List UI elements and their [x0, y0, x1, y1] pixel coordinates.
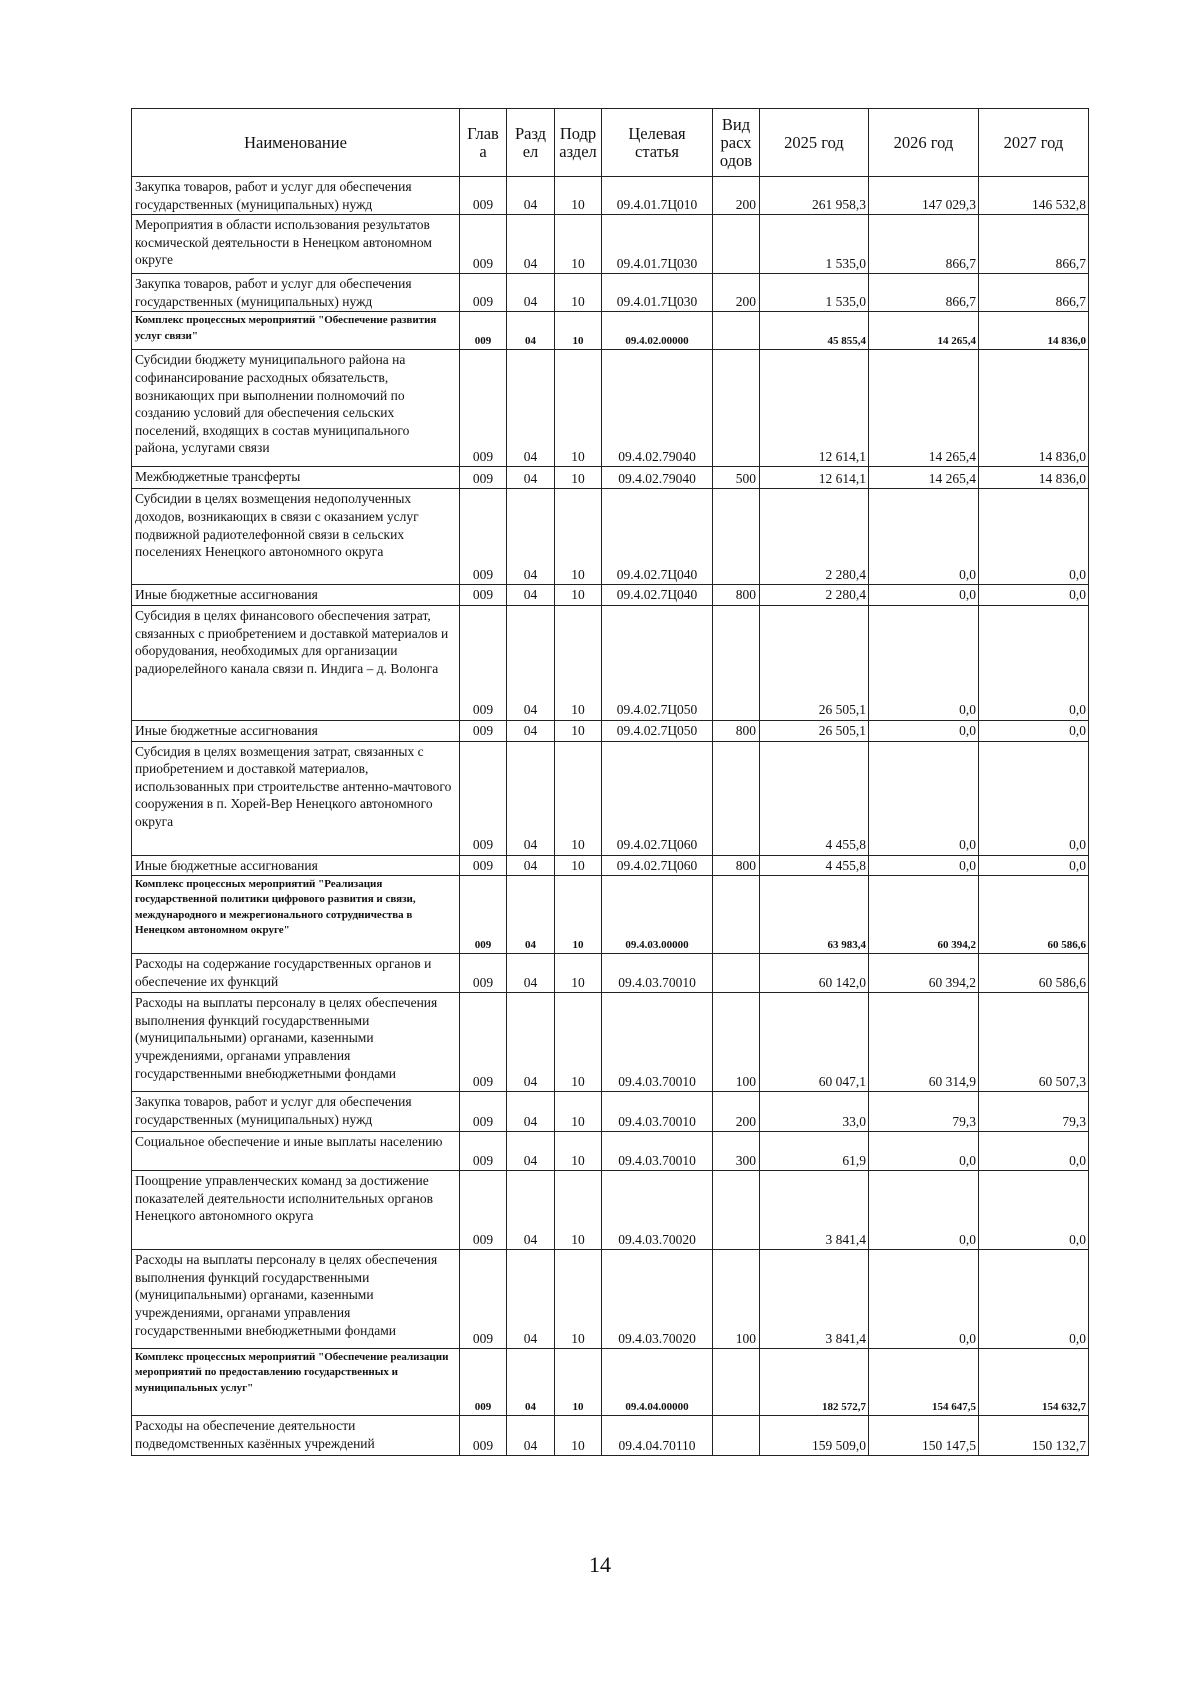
row-value-2027: 60 586,6: [979, 876, 1089, 954]
table-row: [132, 312, 1089, 350]
row-target-article: 09.4.03.00000: [602, 876, 713, 954]
row-value-2026: 0,0: [869, 1132, 979, 1171]
table-row: [132, 993, 1089, 1092]
row-glav: 009: [460, 605, 507, 720]
row-value-2025: 63 983,4: [760, 876, 869, 954]
row-podr: 10: [555, 1092, 602, 1132]
row-value-2026: 14 265,4: [869, 467, 979, 489]
page-number: 14: [589, 1552, 611, 1577]
row-name: Субсидия в целях возмещения затрат, связанных с приобретением и доставкой материалов, использованных при строительстве антенно-мачтового сооружения в п. Хорей-Вер Ненецкого автономного округа: [132, 741, 460, 855]
row-razd: 04: [507, 605, 555, 720]
row-podr: 10: [555, 954, 602, 993]
row-value-2027: 0,0: [979, 489, 1089, 585]
row-glav: 009: [460, 312, 507, 350]
row-value-2027: 14 836,0: [979, 467, 1089, 489]
row-name: Комплекс процессных мероприятий "Обеспечение развития услуг связи": [132, 312, 460, 350]
row-value-2027: 60 586,6: [979, 954, 1089, 993]
row-expense-type: 200: [713, 177, 760, 215]
row-value-2026: 150 147,5: [869, 1416, 979, 1456]
row-target-article: 09.4.03.70010: [602, 1092, 713, 1132]
row-podr: 10: [555, 585, 602, 606]
row-glav: 009: [460, 177, 507, 215]
row-target-article: 09.4.03.70010: [602, 1132, 713, 1171]
header-glav: Глав а: [460, 109, 507, 177]
row-expense-type: 200: [713, 274, 760, 312]
row-expense-type: [713, 1416, 760, 1456]
row-podr: 10: [555, 467, 602, 489]
row-value-2026: 0,0: [869, 855, 979, 876]
row-razd: 04: [507, 855, 555, 876]
row-podr: 10: [555, 1416, 602, 1456]
table-row: [132, 1132, 1089, 1171]
row-value-2026: 60 314,9: [869, 993, 979, 1092]
row-expense-type: [713, 954, 760, 993]
row-value-2025: 61,9: [760, 1132, 869, 1171]
row-target-article: 09.4.02.7Ц060: [602, 855, 713, 876]
row-razd: 04: [507, 876, 555, 954]
row-target-article: 09.4.02.7Ц060: [602, 741, 713, 855]
row-value-2027: 866,7: [979, 274, 1089, 312]
row-value-2026: 14 265,4: [869, 312, 979, 350]
row-value-2026: 60 394,2: [869, 876, 979, 954]
row-target-article: 09.4.02.7Ц040: [602, 585, 713, 606]
row-value-2027: 0,0: [979, 1250, 1089, 1349]
row-podr: 10: [555, 720, 602, 741]
row-expense-type: [713, 605, 760, 720]
row-value-2027: 0,0: [979, 605, 1089, 720]
row-value-2025: 4 455,8: [760, 855, 869, 876]
row-value-2026: 147 029,3: [869, 177, 979, 215]
row-value-2025: 3 841,4: [760, 1250, 869, 1349]
row-target-article: 09.4.01.7Ц030: [602, 215, 713, 274]
row-value-2025: 4 455,8: [760, 741, 869, 855]
row-target-article: 09.4.02.79040: [602, 350, 713, 467]
table-row: [132, 274, 1089, 312]
row-name: Субсидия в целях финансового обеспечения затрат, связанных с приобретением и доставкой материалов и оборудования, необходимых для организации радиорелейного канала связи п. Индига – д. Волонга: [132, 605, 460, 720]
row-razd: 04: [507, 274, 555, 312]
header-podr: Подр аздел: [555, 109, 602, 177]
row-razd: 04: [507, 993, 555, 1092]
row-glav: 009: [460, 489, 507, 585]
table-row: [132, 215, 1089, 274]
row-value-2025: 3 841,4: [760, 1171, 869, 1250]
row-glav: 009: [460, 1349, 507, 1416]
row-expense-type: 200: [713, 1092, 760, 1132]
row-value-2026: 866,7: [869, 215, 979, 274]
row-podr: 10: [555, 876, 602, 954]
row-podr: 10: [555, 350, 602, 467]
row-value-2027: 0,0: [979, 720, 1089, 741]
row-razd: 04: [507, 954, 555, 993]
row-target-article: 09.4.03.70020: [602, 1171, 713, 1250]
row-podr: 10: [555, 215, 602, 274]
row-target-article: 09.4.03.70020: [602, 1250, 713, 1349]
row-value-2025: 26 505,1: [760, 720, 869, 741]
header-2026: 2026 год: [869, 109, 979, 177]
table-body: [132, 177, 1089, 1456]
row-razd: 04: [507, 1132, 555, 1171]
row-razd: 04: [507, 741, 555, 855]
header-row: [132, 109, 1089, 177]
row-value-2026: 0,0: [869, 489, 979, 585]
row-expense-type: [713, 1349, 760, 1416]
header-razd: Разд ел: [507, 109, 555, 177]
row-name: Расходы на выплаты персоналу в целях обеспечения выполнения функций государственными (муниципальными) органами, казенными учреждениями, органами управления государственными внебюджетными фондами: [132, 993, 460, 1092]
row-target-article: 09.4.02.79040: [602, 467, 713, 489]
row-value-2026: 0,0: [869, 741, 979, 855]
row-razd: 04: [507, 1416, 555, 1456]
row-name: Комплекс процессных мероприятий "Реализация государственной политики цифрового развития и связи, международного и межрегионального сотрудничества в Ненецком автономном округе": [132, 876, 460, 954]
row-glav: 009: [460, 274, 507, 312]
row-razd: 04: [507, 1092, 555, 1132]
row-name: Поощрение управленческих команд за достижение показателей деятельности исполнительных органов Ненецкого автономного округа: [132, 1171, 460, 1250]
row-value-2027: 146 532,8: [979, 177, 1089, 215]
table-row: [132, 1092, 1089, 1132]
row-expense-type: 800: [713, 585, 760, 606]
row-name: Мероприятия в области использования результатов космической деятельности в Ненецком автономном округе: [132, 215, 460, 274]
row-value-2025: 45 855,4: [760, 312, 869, 350]
row-podr: 10: [555, 274, 602, 312]
row-podr: 10: [555, 489, 602, 585]
row-value-2027: 60 507,3: [979, 993, 1089, 1092]
row-expense-type: [713, 876, 760, 954]
header-2027: 2027 год: [979, 109, 1089, 177]
row-glav: 009: [460, 741, 507, 855]
row-target-article: 09.4.04.00000: [602, 1349, 713, 1416]
row-value-2025: 60 047,1: [760, 993, 869, 1092]
row-value-2025: 2 280,4: [760, 489, 869, 585]
row-value-2025: 182 572,7: [760, 1349, 869, 1416]
row-razd: 04: [507, 720, 555, 741]
row-expense-type: [713, 312, 760, 350]
table-row: [132, 489, 1089, 585]
row-name: Иные бюджетные ассигнования: [132, 855, 460, 876]
row-expense-type: 800: [713, 720, 760, 741]
row-value-2026: 79,3: [869, 1092, 979, 1132]
row-razd: 04: [507, 489, 555, 585]
row-value-2027: 0,0: [979, 1132, 1089, 1171]
row-expense-type: [713, 1171, 760, 1250]
table-row: [132, 1416, 1089, 1456]
row-value-2027: 0,0: [979, 585, 1089, 606]
row-name: Расходы на выплаты персоналу в целях обеспечения выполнения функций государственными (муниципальными) органами, казенными учреждениями, органами управления государственными внебюджетными фондами: [132, 1250, 460, 1349]
row-razd: 04: [507, 1349, 555, 1416]
table-row: [132, 585, 1089, 606]
row-target-article: 09.4.03.70010: [602, 993, 713, 1092]
row-target-article: 09.4.02.7Ц050: [602, 720, 713, 741]
row-value-2025: 159 509,0: [760, 1416, 869, 1456]
row-glav: 009: [460, 215, 507, 274]
row-podr: 10: [555, 741, 602, 855]
row-value-2025: 2 280,4: [760, 585, 869, 606]
row-target-article: 09.4.02.00000: [602, 312, 713, 350]
row-podr: 10: [555, 1171, 602, 1250]
row-podr: 10: [555, 1250, 602, 1349]
table-row: [132, 741, 1089, 855]
header-2025: 2025 год: [760, 109, 869, 177]
row-razd: 04: [507, 1171, 555, 1250]
row-name: Расходы на обеспечение деятельности подведомственных казённых учреждений: [132, 1416, 460, 1456]
row-expense-type: [713, 215, 760, 274]
row-value-2027: 150 132,7: [979, 1416, 1089, 1456]
row-podr: 10: [555, 993, 602, 1092]
table-row: [132, 467, 1089, 489]
row-name: Закупка товаров, работ и услуг для обеспечения государственных (муниципальных) нужд: [132, 274, 460, 312]
row-podr: 10: [555, 605, 602, 720]
row-value-2026: 866,7: [869, 274, 979, 312]
row-value-2025: 60 142,0: [760, 954, 869, 993]
row-name: Расходы на содержание государственных органов и обеспечение их функций: [132, 954, 460, 993]
row-razd: 04: [507, 215, 555, 274]
row-name: Иные бюджетные ассигнования: [132, 720, 460, 741]
row-glav: 009: [460, 954, 507, 993]
row-glav: 009: [460, 1092, 507, 1132]
row-value-2025: 1 535,0: [760, 215, 869, 274]
row-target-article: 09.4.03.70010: [602, 954, 713, 993]
row-glav: 009: [460, 467, 507, 489]
table-row: [132, 855, 1089, 876]
row-razd: 04: [507, 1250, 555, 1349]
table-row: [132, 350, 1089, 467]
row-glav: 009: [460, 876, 507, 954]
row-name: Закупка товаров, работ и услуг для обеспечения государственных (муниципальных) нужд: [132, 1092, 460, 1132]
row-podr: 10: [555, 177, 602, 215]
row-razd: 04: [507, 585, 555, 606]
row-expense-type: [713, 741, 760, 855]
row-value-2025: 33,0: [760, 1092, 869, 1132]
header-vr: Вид расх одов: [713, 109, 760, 177]
row-value-2025: 12 614,1: [760, 350, 869, 467]
row-value-2027: 14 836,0: [979, 312, 1089, 350]
row-value-2025: 261 958,3: [760, 177, 869, 215]
row-target-article: 09.4.02.7Ц050: [602, 605, 713, 720]
row-glav: 009: [460, 855, 507, 876]
table-row: [132, 605, 1089, 720]
table-row: [132, 1250, 1089, 1349]
table-row: [132, 954, 1089, 993]
table-row: [132, 720, 1089, 741]
row-name: Комплекс процессных мероприятий "Обеспечение реализации мероприятий по предоставлению государственных и муниципальных услуг": [132, 1349, 460, 1416]
row-razd: 04: [507, 177, 555, 215]
row-value-2027: 0,0: [979, 855, 1089, 876]
row-expense-type: [713, 350, 760, 467]
row-value-2025: 12 614,1: [760, 467, 869, 489]
row-expense-type: [713, 489, 760, 585]
row-target-article: 09.4.01.7Ц010: [602, 177, 713, 215]
row-name: Субсидии в целях возмещения недополученных доходов, возникающих в связи с оказанием услуг подвижной радиотелефонной связи в сельских поселениях Ненецкого автономного округа: [132, 489, 460, 585]
row-name: Иные бюджетные ассигнования: [132, 585, 460, 606]
row-value-2027: 866,7: [979, 215, 1089, 274]
row-value-2025: 1 535,0: [760, 274, 869, 312]
row-value-2027: 154 632,7: [979, 1349, 1089, 1416]
row-razd: 04: [507, 350, 555, 467]
row-target-article: 09.4.02.7Ц040: [602, 489, 713, 585]
table-row: [132, 1349, 1089, 1416]
row-value-2026: 14 265,4: [869, 350, 979, 467]
row-expense-type: 500: [713, 467, 760, 489]
row-value-2027: 79,3: [979, 1092, 1089, 1132]
row-value-2026: 0,0: [869, 605, 979, 720]
header-name: Наименование: [132, 109, 460, 177]
row-glav: 009: [460, 1250, 507, 1349]
header-cs: Целевая статья: [602, 109, 713, 177]
row-name: Социальное обеспечение и иные выплаты населению: [132, 1132, 460, 1171]
row-value-2027: 14 836,0: [979, 350, 1089, 467]
row-value-2025: 26 505,1: [760, 605, 869, 720]
row-glav: 009: [460, 1132, 507, 1171]
row-expense-type: 300: [713, 1132, 760, 1171]
row-value-2026: 0,0: [869, 1250, 979, 1349]
row-razd: 04: [507, 467, 555, 489]
row-expense-type: 100: [713, 1250, 760, 1349]
row-expense-type: 800: [713, 855, 760, 876]
row-glav: 009: [460, 1416, 507, 1456]
row-name: Закупка товаров, работ и услуг для обеспечения государственных (муниципальных) нужд: [132, 177, 460, 215]
table-row: [132, 876, 1089, 954]
row-razd: 04: [507, 312, 555, 350]
budget-table: [131, 108, 1089, 1456]
row-glav: 009: [460, 720, 507, 741]
row-expense-type: 100: [713, 993, 760, 1092]
table-row: [132, 177, 1089, 215]
row-podr: 10: [555, 312, 602, 350]
row-value-2026: 0,0: [869, 720, 979, 741]
row-glav: 009: [460, 1171, 507, 1250]
row-podr: 10: [555, 1132, 602, 1171]
row-glav: 009: [460, 993, 507, 1092]
row-value-2026: 0,0: [869, 585, 979, 606]
row-value-2026: 0,0: [869, 1171, 979, 1250]
row-podr: 10: [555, 1349, 602, 1416]
row-glav: 009: [460, 585, 507, 606]
row-podr: 10: [555, 855, 602, 876]
table-row: [132, 1171, 1089, 1250]
row-target-article: 09.4.04.70110: [602, 1416, 713, 1456]
row-name: Субсидии бюджету муниципального района на софинансирование расходных обязательств, возникающих при выполнении полномочий по созданию условий для обеспечения сельских поселений, входящих в состав муниципального района, услугами связи: [132, 350, 460, 467]
row-value-2027: 0,0: [979, 1171, 1089, 1250]
row-value-2026: 154 647,5: [869, 1349, 979, 1416]
row-name: Межбюджетные трансферты: [132, 467, 460, 489]
row-glav: 009: [460, 350, 507, 467]
row-value-2027: 0,0: [979, 741, 1089, 855]
row-value-2026: 60 394,2: [869, 954, 979, 993]
row-target-article: 09.4.01.7Ц030: [602, 274, 713, 312]
